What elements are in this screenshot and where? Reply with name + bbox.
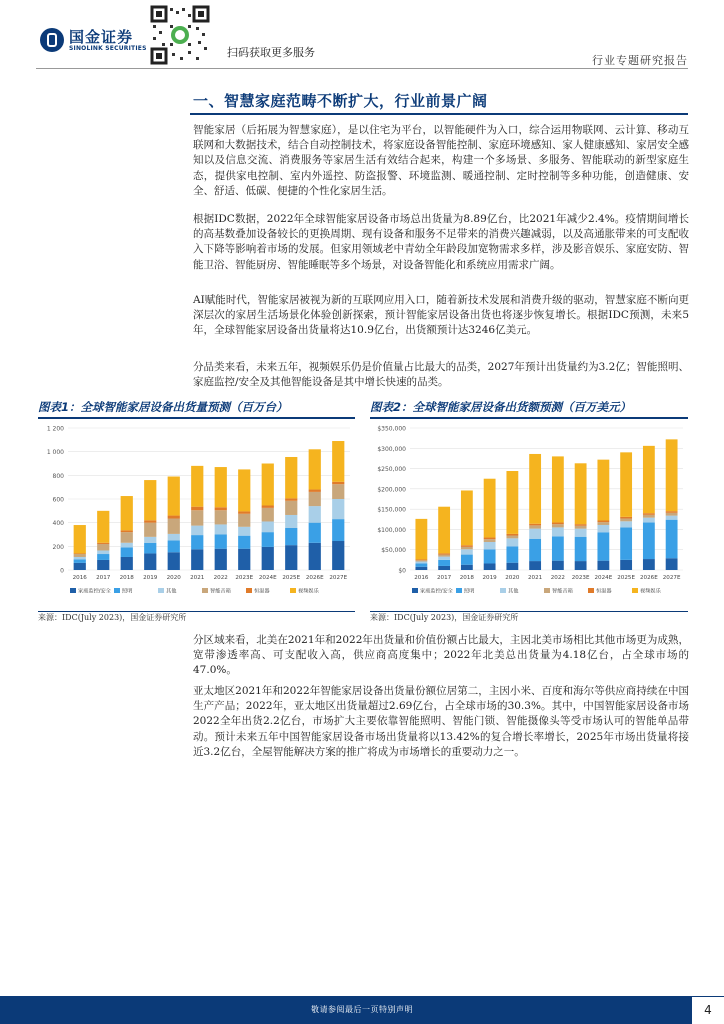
chart-1-shipments	[38, 420, 355, 610]
bar-segment	[97, 554, 109, 560]
x-tick-label: 2022	[550, 575, 565, 581]
bar-segment	[168, 540, 180, 552]
bar-segment	[438, 557, 450, 560]
x-tick-label: 2026E	[305, 575, 324, 581]
bar-segment	[74, 525, 86, 553]
legend-swatch	[588, 588, 594, 593]
legend-swatch	[70, 588, 76, 593]
paragraph-6: 亚太地区2021年和2022年智能家居设备出货量份额位居第二，主因小米、百度和海尔等供应商持续在中国生产产品；2022年，亚太地区出货量超过2.69亿台，占全球市场的30.3%。其中，中国智能家居设备市场2022全年出货2.2亿台，市场扩大主要依靠智能照明、智能门锁、智能摄像头等受市场认可的智能单品带动。预计未来五年中国智能家居设备市场出货量将以13.42%的复合增长率增长，2025年市场出货量将接近3.2亿台，全屋智能解决方案的推广将成为市场增长的重要动力之一。	[193, 685, 689, 758]
bar-segment	[620, 517, 632, 519]
x-tick-label: 2017	[96, 575, 111, 581]
bar-segment	[506, 534, 518, 536]
x-tick-label: 2021	[190, 575, 205, 581]
bar-segment	[597, 525, 609, 532]
x-tick-label: 2023E	[235, 575, 254, 581]
bar-segment	[285, 457, 297, 498]
bar-segment	[415, 561, 427, 563]
x-tick-label: 2020	[166, 575, 181, 581]
y-tick-label: 600	[52, 496, 64, 504]
bar-segment	[484, 542, 496, 549]
legend-label: 家庭监控/安全	[78, 588, 111, 595]
bar-segment	[666, 558, 678, 570]
bar-segment	[168, 477, 180, 516]
bar-segment	[666, 439, 678, 511]
x-tick-label: 2022	[213, 575, 228, 581]
x-tick-label: 2016	[414, 575, 429, 581]
bar-segment	[666, 511, 678, 513]
bar-segment	[620, 560, 632, 570]
bar-segment	[121, 543, 133, 548]
bar-segment	[215, 510, 227, 524]
bar-segment	[461, 547, 473, 549]
bar-segment	[191, 526, 203, 535]
x-tick-label: 2026E	[639, 575, 658, 581]
bar-segment	[168, 519, 180, 534]
bar-segment	[285, 498, 297, 500]
bar-segment	[643, 513, 655, 515]
bar-segment	[506, 563, 518, 570]
y-tick-label: $350,000	[377, 425, 406, 433]
bar-segment	[191, 507, 203, 511]
figure-2-title: 图表2：全球智能家居设备出货额预测（百万美元）	[370, 400, 631, 414]
bar-segment	[309, 449, 321, 489]
logo-en: SINOLINK SECURITIES	[69, 44, 147, 52]
bar-segment	[309, 523, 321, 543]
bar-segment	[597, 522, 609, 525]
bar-segment	[74, 563, 86, 570]
bar-segment	[121, 530, 133, 532]
bar-segment	[285, 528, 297, 545]
legend-swatch	[456, 588, 462, 593]
company-logo	[40, 28, 147, 52]
bar-segment	[238, 527, 250, 536]
figure-2-source: 来源：IDC(July 2023)，国金证券研究所	[370, 613, 519, 622]
chart-2-value	[370, 420, 688, 610]
bar-segment	[552, 527, 564, 536]
bar-segment	[262, 532, 274, 547]
figure-1-source: 来源：IDC(July 2023)，国金证券研究所	[38, 613, 187, 622]
bar-segment	[506, 471, 518, 534]
bar-segment	[484, 564, 496, 570]
x-tick-label: 2024E	[258, 575, 277, 581]
bar-segment	[643, 515, 655, 518]
bar-segment	[285, 545, 297, 570]
bar-segment	[97, 550, 109, 554]
bar-segment	[332, 541, 344, 570]
legend-swatch	[158, 588, 164, 593]
bar-segment	[121, 548, 133, 557]
legend-swatch	[202, 588, 208, 593]
x-tick-label: 2018	[459, 575, 474, 581]
bar-segment	[597, 521, 609, 523]
x-tick-label: 2024E	[594, 575, 613, 581]
legend-label: 智能音箱	[210, 588, 231, 595]
bar-segment	[97, 543, 109, 544]
bar-segment	[191, 535, 203, 549]
bar-segment	[262, 547, 274, 570]
x-tick-label: 2020	[505, 575, 520, 581]
bar-segment	[575, 561, 587, 570]
bar-segment	[620, 518, 632, 521]
paragraph-1: 智能家居（后拓展为智慧家庭），是以住宅为平台，以智能硬件为入口，综合运用物联网、云计算、移动互联网和大数据技术，结合自动控制技术，将家庭设备智能控制、家庭环境感知、家人健康感知、家居安全感知以及信息交流、消费服务等家居生活有效结合起来，构建一个多场景、多服务、智能联动的新型家庭生态，提供家电控制、室内外遥控、防盗报警、环境监测、暖通控制、定时控制等多种功能，创造健康、安全、舒适、低碳、便捷的个性化家居生活。	[193, 124, 689, 197]
bar-segment	[529, 539, 541, 561]
paragraph-4: 分品类来看，未来五年，视频娱乐仍是价值量占比最大的品类，2027年预计出货量约为3.2亿；智能照明、家庭监控/安全及其他智能设备是其中增长快速的品类。	[193, 361, 689, 389]
section-title-underline	[190, 113, 688, 115]
bar-segment	[262, 464, 274, 506]
bar-segment	[238, 469, 250, 511]
bar-segment	[575, 529, 587, 537]
paragraph-2: 根据IDC数据，2022年全球智能家居设备市场总出货量为8.89亿台，比2021年减少2.4%。疫情期间增长的高基数叠加设备较长的更换周期、现有设备和服务不足带来的消费兴趣减弱，以及高通胀带来的可支配收入下降等影响着市场的发展。但家用领域老中青幼全年龄段加宽物需求多样，涉及影音娱乐、家庭安防、智能卫浴、智能厨房、智能睡眠等多个场景，对设备智能化和系统应用需求广阔。	[193, 213, 689, 271]
bar-segment	[332, 519, 344, 541]
legend-label: 恒温器	[596, 588, 612, 595]
x-tick-label: 2019	[482, 575, 497, 581]
footer-disclaimer: 敬请参阅最后一页特别声明	[311, 1005, 413, 1014]
bar-segment	[484, 479, 496, 538]
bar-segment	[144, 543, 156, 554]
bar-segment	[552, 524, 564, 527]
legend-label: 智能音箱	[552, 588, 573, 595]
x-tick-label: 2027E	[329, 575, 348, 581]
y-tick-label: $100,000	[377, 526, 406, 534]
bar-segment	[191, 549, 203, 570]
bar-segment	[552, 561, 564, 570]
y-tick-label: $300,000	[377, 445, 406, 453]
logo-cn: 国金证券	[69, 27, 134, 46]
y-tick-label: 1 200	[46, 425, 64, 433]
y-tick-label: $0	[398, 567, 406, 575]
bar-segment	[415, 559, 427, 560]
bar-segment	[74, 553, 86, 554]
legend-swatch	[290, 588, 296, 593]
bar-segment	[309, 543, 321, 570]
x-tick-label: 2018	[119, 575, 134, 581]
bar-segment	[215, 524, 227, 534]
bar-segment	[552, 523, 564, 525]
bar-segment	[144, 480, 156, 520]
bar-segment	[168, 552, 180, 570]
legend-label: 其他	[508, 588, 519, 595]
logo-mark-icon	[40, 28, 64, 52]
y-tick-label: 200	[52, 543, 64, 551]
bar-segment	[438, 555, 450, 557]
bar-segment	[168, 516, 180, 519]
bar-segment	[215, 507, 227, 510]
bar-segment	[597, 460, 609, 521]
bar-segment	[461, 555, 473, 565]
bar-segment	[285, 515, 297, 528]
bar-segment	[552, 536, 564, 560]
bar-segment	[415, 519, 427, 560]
bar-segment	[415, 564, 427, 567]
bar-segment	[309, 506, 321, 523]
bar-segment	[191, 510, 203, 525]
y-tick-label: 0	[60, 567, 64, 575]
bar-segment	[215, 535, 227, 549]
x-tick-label: 2021	[528, 575, 543, 581]
bar-segment	[262, 521, 274, 532]
bar-segment	[309, 492, 321, 506]
legend-label: 家庭监控/安全	[420, 588, 453, 595]
bar-segment	[643, 559, 655, 570]
bar-segment	[575, 463, 587, 524]
bar-segment	[262, 508, 274, 522]
bar-segment	[74, 554, 86, 557]
y-tick-label: $250,000	[377, 466, 406, 474]
bar-segment	[597, 561, 609, 570]
bar-segment	[575, 524, 587, 526]
bar-segment	[438, 507, 450, 554]
bar-segment	[438, 553, 450, 554]
bar-segment	[238, 511, 250, 513]
qr-caption: 扫码获取更多服务	[227, 46, 315, 59]
bar-segment	[121, 496, 133, 530]
x-tick-label: 2017	[437, 575, 452, 581]
bar-segment	[285, 501, 297, 515]
bar-segment	[415, 567, 427, 570]
bar-segment	[215, 467, 227, 507]
legend-swatch	[412, 588, 418, 593]
bar-segment	[238, 514, 250, 527]
bar-segment	[529, 454, 541, 524]
report-type: 行业专题研究报告	[592, 54, 688, 67]
bar-segment	[506, 538, 518, 546]
legend-label: 照明	[122, 588, 133, 595]
bar-segment	[332, 484, 344, 499]
bar-segment	[575, 526, 587, 529]
legend-label: 视频娱乐	[298, 588, 319, 595]
legend-label: 视频娱乐	[640, 588, 661, 595]
y-tick-label: 800	[52, 472, 64, 480]
bar-segment	[332, 441, 344, 482]
x-tick-label: 2027E	[662, 575, 681, 581]
bar-segment	[484, 538, 496, 540]
y-tick-label: $150,000	[377, 506, 406, 514]
legend-swatch	[500, 588, 506, 593]
qr-code-icon[interactable]	[150, 5, 210, 65]
bar-segment	[529, 561, 541, 570]
bar-segment	[215, 549, 227, 570]
page-number: 4	[692, 997, 724, 1024]
bar-segment	[238, 549, 250, 570]
figure-1-title-line	[38, 417, 355, 419]
bar-segment	[438, 566, 450, 570]
legend-label: 其他	[166, 588, 177, 595]
bar-segment	[309, 490, 321, 492]
figure-2-title-line	[370, 417, 688, 419]
legend-swatch	[632, 588, 638, 593]
bar-segment	[191, 466, 203, 507]
bar-segment	[74, 557, 86, 559]
bar-segment	[332, 499, 344, 519]
bar-segment	[620, 452, 632, 517]
bar-segment	[168, 534, 180, 541]
bar-segment	[666, 516, 678, 520]
y-tick-label: 1 000	[46, 449, 64, 457]
bar-segment	[666, 513, 678, 516]
bar-segment	[643, 523, 655, 560]
legend-label: 照明	[464, 588, 475, 595]
bar-segment	[144, 553, 156, 570]
bar-segment	[415, 560, 427, 561]
legend-label: 恒温器	[254, 588, 270, 595]
section-title: 一、智慧家庭范畴不断扩大，行业前景广阔	[193, 92, 488, 110]
x-tick-label: 2019	[143, 575, 158, 581]
bar-segment	[529, 529, 541, 539]
bar-segment	[238, 536, 250, 549]
x-tick-label: 2016	[72, 575, 87, 581]
legend-swatch	[114, 588, 120, 593]
bar-segment	[97, 511, 109, 543]
bar-segment	[506, 536, 518, 539]
bar-segment	[529, 524, 541, 526]
bar-segment	[121, 532, 133, 543]
y-tick-label: $50,000	[381, 547, 406, 555]
bar-segment	[529, 525, 541, 528]
paragraph-5: 分区域来看，北美在2021年和2022年出货量和价值份额占比最大，主因北美市场相比其他市场更为成熟，宽带渗透率高、可支配收入高，供应商高度集中；2022年北美总出货量为4.18亿台，占全球市场的47.0%。	[193, 634, 689, 677]
bar-segment	[332, 482, 344, 484]
y-tick-label: $200,000	[377, 486, 406, 494]
x-tick-label: 2023E	[571, 575, 590, 581]
y-tick-label: 400	[52, 520, 64, 528]
bar-segment	[597, 532, 609, 560]
legend-swatch	[544, 588, 550, 593]
bar-segment	[262, 506, 274, 508]
legend-swatch	[246, 588, 252, 593]
x-tick-label: 2025E	[617, 575, 636, 581]
bar-segment	[620, 521, 632, 527]
bar-segment	[121, 557, 133, 570]
header-divider	[36, 68, 688, 69]
bar-segment	[484, 539, 496, 542]
bar-segment	[144, 523, 156, 537]
bar-segment	[620, 527, 632, 559]
bar-segment	[461, 549, 473, 554]
bar-segment	[484, 549, 496, 563]
bar-segment	[97, 544, 109, 551]
bar-segment	[643, 518, 655, 523]
bar-segment	[144, 520, 156, 522]
paragraph-3: AI赋能时代，智能家居被视为新的互联网应用入口，随着新技术发展和消费升级的驱动，智慧家庭不断向更深层次的家居生活场景化体验创新探索，预计智能家居设备出货也将逐步恢复增长。根据IDC预测，未来5年，全球智能家居设备出货量将达10.9亿台，出货额预计达3246亿美元。	[193, 294, 689, 337]
bar-segment	[144, 537, 156, 543]
bar-segment	[575, 537, 587, 561]
page-header	[0, 0, 724, 70]
bar-segment	[552, 456, 564, 522]
bar-segment	[461, 565, 473, 570]
bar-segment	[74, 559, 86, 563]
bar-segment	[97, 560, 109, 570]
bar-segment	[438, 560, 450, 566]
bar-segment	[506, 546, 518, 562]
figure-1-title: 图表1：全球智能家居设备出货量预测（百万台）	[38, 400, 288, 414]
bar-segment	[666, 520, 678, 559]
x-tick-label: 2025E	[282, 575, 301, 581]
bar-segment	[461, 545, 473, 547]
bar-segment	[643, 446, 655, 513]
bar-segment	[461, 490, 473, 545]
